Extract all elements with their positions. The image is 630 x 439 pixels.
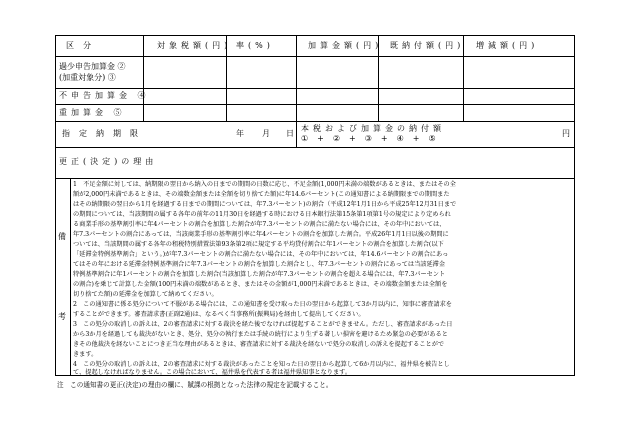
rule-row5 — [55, 121, 575, 122]
deadline-month: 月 — [262, 129, 270, 138]
remarks-line: 年7.3パーセントの割合にあっては、当該商業手形の基準割引率に年4パーセントの割合を加算した割合。平成26年1月1日以後の期間に — [73, 231, 449, 238]
remarks-line: きます。 — [73, 351, 98, 358]
col-div-3 — [296, 35, 297, 147]
payable-yen: 円 — [562, 129, 570, 138]
header-base-tax: 対象税額(円) — [157, 41, 232, 50]
header-surcharge: 加算金額(円) — [308, 41, 383, 50]
remarks-line: きその他裁決を経ないことにつき正当な理由があるときは、審査請求に対する裁決を経ないで処分の取消しの訴えを提起することがで — [73, 341, 445, 348]
remarks-line: から3か月を経過しても裁決がないとき、処分、処分の執行または手続の続行により生ずる著しい損害を避けるため緊急の必要があると — [73, 331, 448, 338]
remarks-line: 3 この処分の取消しの訴えは、2の審査請求に対する裁決を経た後でなければ提起することができません。ただし、審査請求があった日 — [73, 321, 453, 328]
row-excess-surcharge-sub: (加重対象分) ③ — [59, 73, 116, 82]
remarks-line: の割合)を乗じて計算した金額(100円未満の端数があるとき、またはその金額が1,000円未満であるときは、その端数金額または全額を — [73, 281, 448, 288]
header-refunded: 既納付額(円) — [390, 41, 465, 50]
frame-top — [55, 35, 575, 36]
remarks-line: 1 不足金額に対しては、納期限の翌日から納入の日までの期間の日数に応じ、不足金額(1,000円未満の端数があるときは、またはその全 — [73, 181, 456, 188]
rule-row2 — [55, 88, 575, 89]
deadline-year: 年 — [236, 129, 244, 138]
remarks-label-divider — [70, 178, 71, 376]
row-heavy: 重加算金 ⑤ — [59, 108, 126, 117]
frame-right — [574, 35, 575, 376]
remarks-label-bottom: 考 — [58, 312, 66, 321]
remarks-label-top: 備 — [58, 232, 66, 241]
remarks-line: 特例基準割合に年1パーセントの割合を加算した割合(当該加算した割合が年7.3パーセントの割合を超える場合には、年7.3パーセント — [73, 271, 446, 278]
remarks-line: 「延滞金特例基準割合」という。)が年7.3パーセントの割合に満たない場合には、その年中においては、年14.6パーセントの割合にあっ — [73, 251, 449, 258]
remarks-line: 切り捨てた額)の延滞金を加算して納めてください。 — [73, 291, 218, 298]
rule-header — [55, 56, 575, 57]
payable-formula: ①+②+③+④+⑤ — [301, 134, 445, 143]
remarks-line: することができます。審査請求書(正副2通)は、なるべく当事務所(振興局)を経由して提出してください。 — [73, 311, 365, 318]
remarks-line: の期間については、当該期間の属する各年の前年の11月30日を経過する時における日本銀行法第15条第1項第1号の規定により定められ — [73, 211, 451, 218]
remarks-line: 2 この通知書に係る処分について不服がある場合には、この通知書を受け取った日の翌日から起算して3か月以内に、知事に審査請求を — [73, 301, 452, 308]
remarks-line: て、提起しなければなりません。この場合において、福井県を代表する者は福井県知事となります。 — [73, 369, 352, 376]
rule-deadline — [55, 147, 575, 148]
deadline-label: 指定納期限 — [62, 129, 147, 138]
frame-left — [55, 35, 56, 376]
payable-label: 本税および加算金の納付額 — [301, 124, 445, 133]
header-change: 増減額(円) — [476, 41, 539, 50]
rule-reason — [55, 178, 575, 179]
remarks-line: 4 この処分の取消しの訴えは、2の審査請求に対する裁決があったことを知った日の翌日から起算して6か月以内に、福井県を被告とし — [73, 361, 450, 368]
deadline-day: 日 — [286, 129, 294, 138]
rule-row4 — [55, 104, 575, 105]
reason-label: 更正(決定)の理由 — [59, 157, 158, 166]
col-div-1 — [143, 35, 144, 121]
row-excess-surcharge: 過少申告加算金 ② — [59, 62, 126, 71]
header-division: 区分 — [66, 41, 100, 50]
remarks-line: 額が2,000円未満であるときは、その端数金額または全額を切り捨てた額)に年14.6パーセント(この通知書による納期限までの期間また — [73, 191, 450, 198]
header-rate: 率(%) — [236, 41, 274, 50]
remarks-line: ついては、当該期間の属する各年の租税特別措置法第93条第2項に規定する平均貸付割合に年1パーセントの割合を加算した割合(以下 — [73, 241, 444, 248]
row-non-filing: 不申告加算金 ④ — [59, 91, 150, 100]
footnote: 注 この通知書の更正(決定)の理由の欄に、賦課の根拠となった法律の規定を記載すること。 — [57, 381, 333, 389]
remarks-line: てはその年における延滞金特例基準割合に年7.3パーセントの割合を加算した割合とし、年7.3パーセントの割合にあっては当該延滞金 — [73, 261, 446, 268]
remarks-line: はその納期限の翌日から1月を経過する日までの期間については、年7.3パーセント)の割合（平成12年1月1日から平成25年12月31日まで — [73, 201, 457, 208]
remarks-line: る商業手形の基準割引率に年4パーセントの割合を加算した割合が年7.3パーセントの割合に満たない場合には、その年中においては、 — [73, 221, 446, 228]
